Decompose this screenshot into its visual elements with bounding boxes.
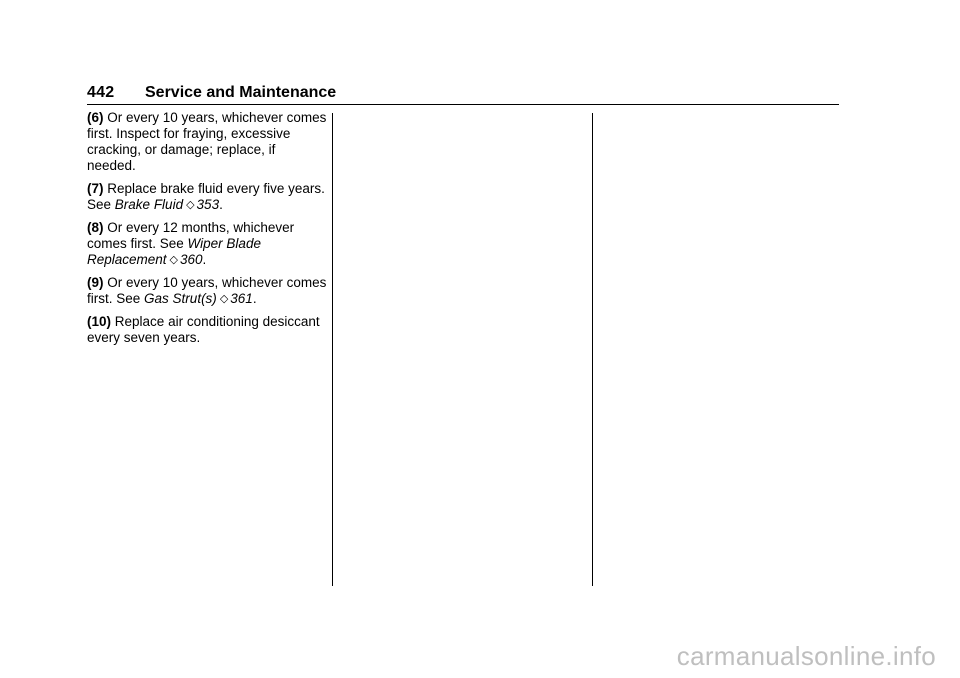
page-number: 442: [87, 84, 115, 101]
footnote-10: [87, 314, 327, 346]
page-reference[interactable]: 360: [180, 252, 203, 267]
footnote-number: (9): [87, 275, 104, 290]
footnote-number: (7): [87, 181, 104, 196]
watermark: carmanualsonline.info: [676, 641, 936, 671]
arrow-diamond-icon: ◇: [186, 199, 195, 211]
footnote-end: .: [219, 197, 223, 212]
footnote-end: .: [252, 291, 257, 306]
footnote-end: .: [202, 252, 207, 267]
cross-reference-link[interactable]: Wiper Blade Replacement: [87, 236, 261, 267]
footnote-number: (6): [87, 110, 104, 125]
footnote-9: [87, 275, 327, 307]
footnote-text: Or every 10 years, whichever comes first. Inspect for fraying, excessive cracking, or damage; replace, if needed.: [87, 110, 327, 173]
cross-reference-link[interactable]: Gas Strut(s): [144, 291, 217, 306]
footnote-6: [87, 110, 327, 174]
footnotes-column: [87, 110, 327, 353]
footnote-number: (10): [87, 314, 112, 329]
footnote-8: [87, 220, 327, 268]
footnote-text: Or every 12 months, whichever comes first. See: [87, 220, 295, 251]
footnote-7: [87, 181, 327, 213]
page-reference[interactable]: 353: [196, 197, 220, 212]
arrow-diamond-icon: ◇: [169, 254, 179, 266]
cross-reference-link[interactable]: Brake Fluid: [114, 197, 184, 212]
footnote-text: Replace brake fluid every five years. See: [87, 181, 325, 212]
column-divider: [332, 113, 333, 586]
footnote-text: Replace air conditioning desiccant every seven years.: [87, 314, 320, 345]
page-reference[interactable]: 361: [230, 291, 253, 306]
footnote-number: (8): [87, 220, 104, 235]
page-header: [87, 84, 839, 105]
column-divider: [592, 113, 593, 586]
arrow-diamond-icon: ◇: [219, 293, 229, 305]
footnote-text: Or every 10 years, whichever comes first. See: [87, 275, 327, 306]
section-title: Service and Maintenance: [145, 84, 337, 101]
